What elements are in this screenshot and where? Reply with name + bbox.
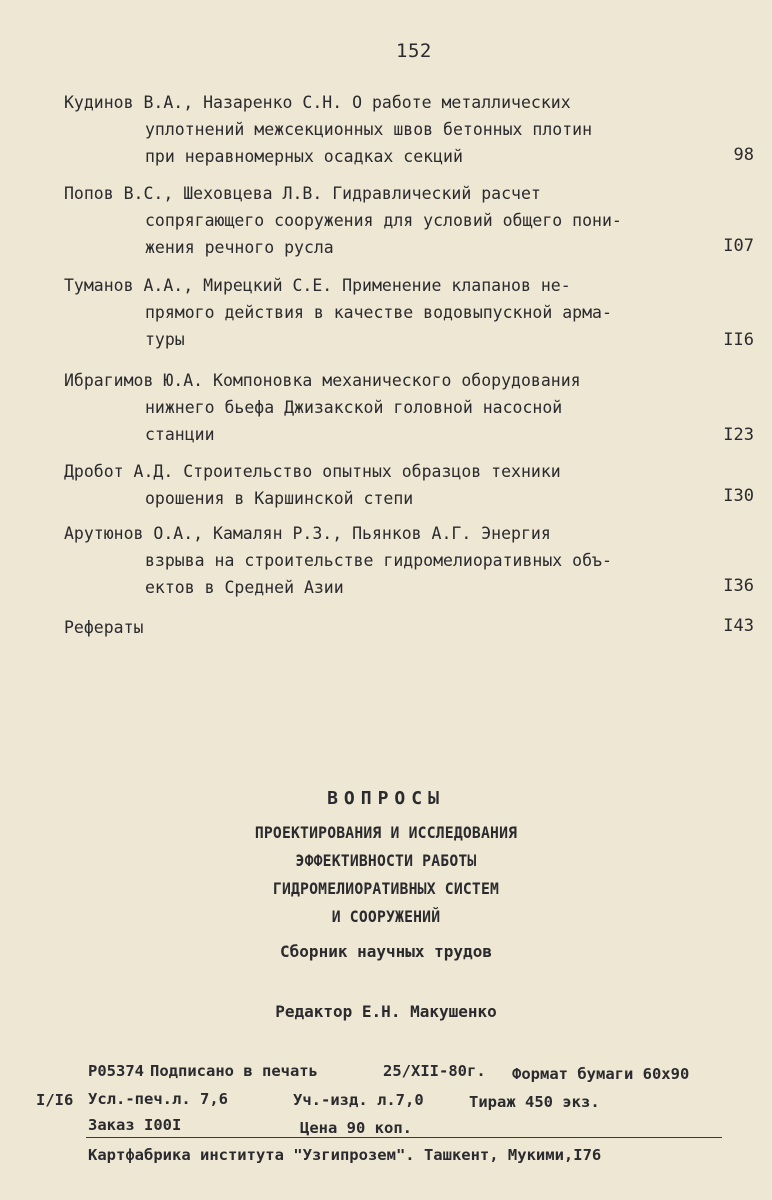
toc-entry [64,89,754,170]
toc-entry-line: Кудинов В.А., Назаренко С.Н. О работе металлических [64,93,571,112]
toc-entry-page: I23 [723,425,754,445]
editor-line: Редактор Е.Н. Макушенко [275,1002,497,1021]
toc-entry-line: Попов В.С., Шеховцева Л.В. Гидравлический расчет [64,184,541,203]
book-subtitle-line: ЭФФЕКТИВНОСТИ РАБОТЫ [295,851,477,870]
toc-entry [64,458,754,512]
toc-entry-page: 98 [733,145,754,165]
toc-entry-line: взрыва на строительстве гидромелиоративных объ- [145,551,612,570]
toc-entry [64,180,754,261]
imprint-format-fraction: I/I6 [36,1091,74,1109]
toc-entry-page: I30 [723,486,754,506]
book-subtitle-line: ГИДРОМЕЛИОРАТИВНЫХ СИСТЕМ [272,879,500,898]
imprint-code: Р05374 [88,1062,144,1080]
toc-entry-line: уплотнений межсекционных швов бетонных плотин [145,120,593,139]
imprint-divider [86,1137,722,1138]
imprint-publisher-sheets: Уч.-изд. л.7,0 [293,1091,424,1109]
book-title: ВОПРОСЫ [327,788,445,809]
toc-entry-line: станции [145,425,215,444]
toc-entry-page: II6 [723,330,754,350]
book-subtitle-line: И СООРУЖЕНИЙ [331,907,441,926]
toc-entry-page: I07 [723,236,754,256]
imprint-print-run: Тираж 450 экз. [469,1093,600,1111]
toc-entry [64,272,754,353]
toc-entry [64,520,754,601]
imprint-price: Цена 90 коп. [300,1119,412,1137]
toc-entry-line: ектов в Средней Азии [145,578,344,597]
imprint-order: Заказ I00I [88,1116,182,1134]
imprint-signed-label: Подписано в печать [150,1062,318,1080]
toc-entry-line: орошения в Каршинской степи [145,489,414,508]
imprint-signed-date: 25/XII-80г. [383,1062,486,1080]
toc-entry-line: Арутюнов О.А., Камалян Р.З., Пьянков А.Г. Энергия [64,524,551,543]
toc-entry-line: туры [145,330,185,349]
toc-entry-line: Дробот А.Д. Строительство опытных образцов техники [64,462,561,481]
toc-entry-page: I43 [723,616,754,636]
toc-entry [64,367,754,448]
toc-entry-line: сопрягающего сооружения для условий общего пони- [145,211,622,230]
imprint-format: Формат бумаги 60х90 [512,1065,690,1083]
toc-entry-page: I36 [723,576,754,596]
page-number: 152 [396,40,432,62]
collection-label: Сборник научных трудов [280,942,492,961]
toc-entry-line: Туманов А.А., Мирецкий С.Е. Применение клапанов не- [64,276,571,295]
toc-entry-line: Ибрагимов Ю.А. Компоновка механического оборудования [64,371,581,390]
toc-entry-line: жения речного русла [145,238,334,257]
toc-entry-line: прямого действия в качестве водовыпускной арма- [145,303,612,322]
toc-entry-line: при неравномерных осадках секций [145,147,463,166]
toc-entry-line: нижнего бьефа Джизакской головной насосной [145,398,563,417]
imprint-printer: Картфабрика института "Узгипрозем". Ташкент, Мукими,I76 [88,1146,602,1164]
toc-entry [64,614,754,641]
book-subtitle-line: ПРОЕКТИРОВАНИЯ И ИССЛЕДОВАНИЯ [254,823,518,842]
imprint-print-sheets: Усл.-печ.л. 7,6 [88,1090,228,1108]
toc-entry-line: Рефераты [64,618,144,637]
